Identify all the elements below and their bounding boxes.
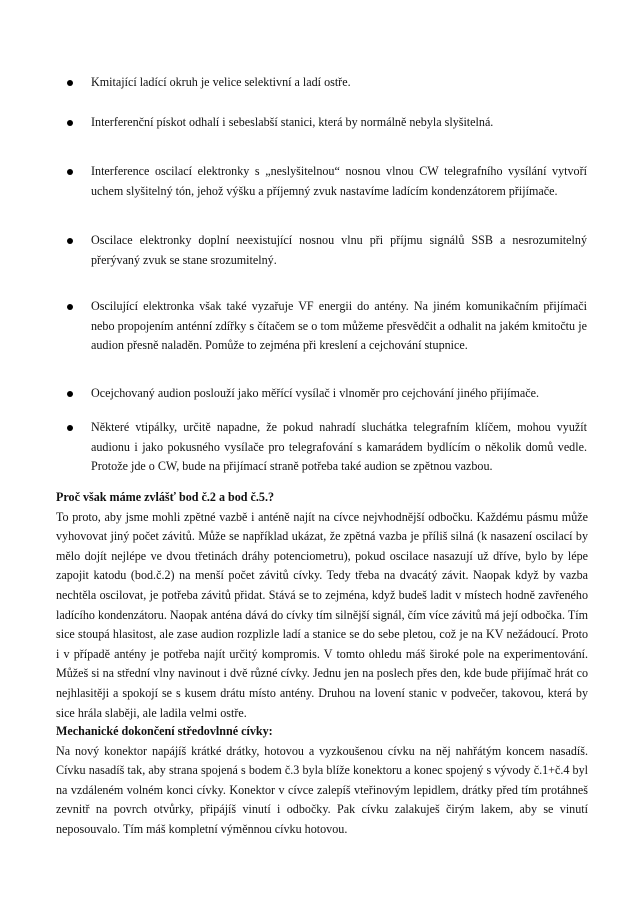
list-item-text: Interferenční pískot odhalí i sebeslabší stanici, která by normálně nebyla slyšitelná.: [91, 115, 494, 129]
list-item: [91, 73, 587, 93]
list-item: [91, 418, 587, 477]
list-item: [91, 231, 587, 270]
list-item-text: Interference oscilací elektronky s „neslyšitelnou“ nosnou vlnou CW telegrafního vysílání vytvoří uchem slyšitelný tón, jehož výšku a příjemný zvuk nastavíme ladícím kondenzátorem přijímače.: [91, 164, 587, 198]
list-item: [91, 297, 587, 356]
section-heading: Proč však máme zvlášť bod č.2 a bod č.5.?: [56, 490, 275, 504]
bullet-icon: [67, 169, 73, 175]
bullet-icon: [67, 80, 73, 86]
list-item: [91, 113, 587, 133]
list-item-text: Některé vtipálky, určitě napadne, že pokud nahradí sluchátka telegrafním klíčem, mohou využít audionu i jako pokusného vysílače pro telegrafování s kamarádem bydlícím o několik domů vedle. Protože jde o CW, bude na přijímací straně potřeba také audion se zpětnou vazbou.: [91, 420, 587, 474]
list-item-text: Oscilace elektronky doplní neexistující nosnou vlnu při příjmu signálů SSB a nesrozumitelný přerývaný zvuk se stane srozumitelný.: [91, 233, 587, 267]
list-item: [91, 162, 587, 201]
bullet-icon: [67, 391, 73, 397]
list-item-text: Oscilující elektronka však také vyzařuje VF energii do antény. Na jiném komunikačním přijímači nebo propojením anténní zdířky s čítačem se o tom můžeme přesvědčit a odhalit na jakém kmitočtu je audion přesně naladěn. Pomůže to zejména při kreslení a cejchování stupnice.: [91, 299, 587, 353]
list-item-text: Ocejchovaný audion poslouží jako měřící vysílač i vlnoměr pro cejchování jiného přijímače.: [91, 386, 540, 400]
bullet-icon: [67, 120, 73, 126]
section-body: To proto, aby jsme mohli zpětné vazbě i anténě najít na cívce nejvhodnější odbočku. Každému pásmu může vyhovovat jiný počet závitů. Může se například ukázat, že zpětná vazba je příliš silná (k nasazení oscilací by mělo dojít nejlépe ve dvou třetinách dráhy potenciometru), pokud oscilace nasazují už dříve, bylo by lépe zapojit katodu (bod.č.2) na menší počet závitů cívky. Tedy třeba na dvacátý závit. Naopak když by vazba nechtěla oscilovat, je potřeba závitů přidat. Stává se to zejména, když budeš ladit v místech hodně zavřeného ladícího kondenzátoru. Naopak anténa dává do cívky tím silnější signál, čím více závitů má její odbočka. Tím sice stoupá hlasitost, ale zase audion rozplizle ladí a stanice se do sebe pletou, což je na KV nežádoucí. Proto i v případě antény je potřeba najít určitý kompromis. V tomto ohledu máš široké pole na experimentování. Můžeš si na střední vlny navinout i dvě různé cívky. Jednu jen na poslech přes den, kde bude přijímač hrát co nejhlasitěji a spokojí se s kusem drátu místo antény. Druhou na lovení stanic v podvečer, takovou, která by sice hrála slaběji, ale ladila velmi ostře.: [56, 509, 588, 720]
list-item: [91, 384, 587, 404]
bullet-icon: [67, 425, 73, 431]
section-feedback-taps: [56, 488, 588, 723]
bullet-icon: [67, 238, 73, 244]
section-body: Na nový konektor napájíš krátké drátky, hotovou a vyzkoušenou cívku na něj nahřátým koncem nasadíš. Cívku nasadíš tak, aby strana spojená s bodem č.3 byla blíže konektoru a konec spojený s vývody č.1+č.4 byl na vzdáleném volném konci cívky. Konektor v cívce zalepíš vteřinovým lepidlem, drátky před tím protáhneš zevnitř na povrch otvůrky, připájíš vinutí i odbočky. Pak cívku zalakuješ čirým lakem, aby se vinutí neposouvalo. Tím máš kompletní výměnnou cívku hotovou.: [56, 743, 588, 836]
list-item-text: Kmitající ladící okruh je velice selektivní a ladí ostře.: [91, 75, 351, 89]
section-mechanical-finish: [56, 722, 588, 840]
bullet-icon: [67, 304, 73, 310]
section-heading: Mechanické dokončení středovlnné cívky:: [56, 724, 273, 738]
